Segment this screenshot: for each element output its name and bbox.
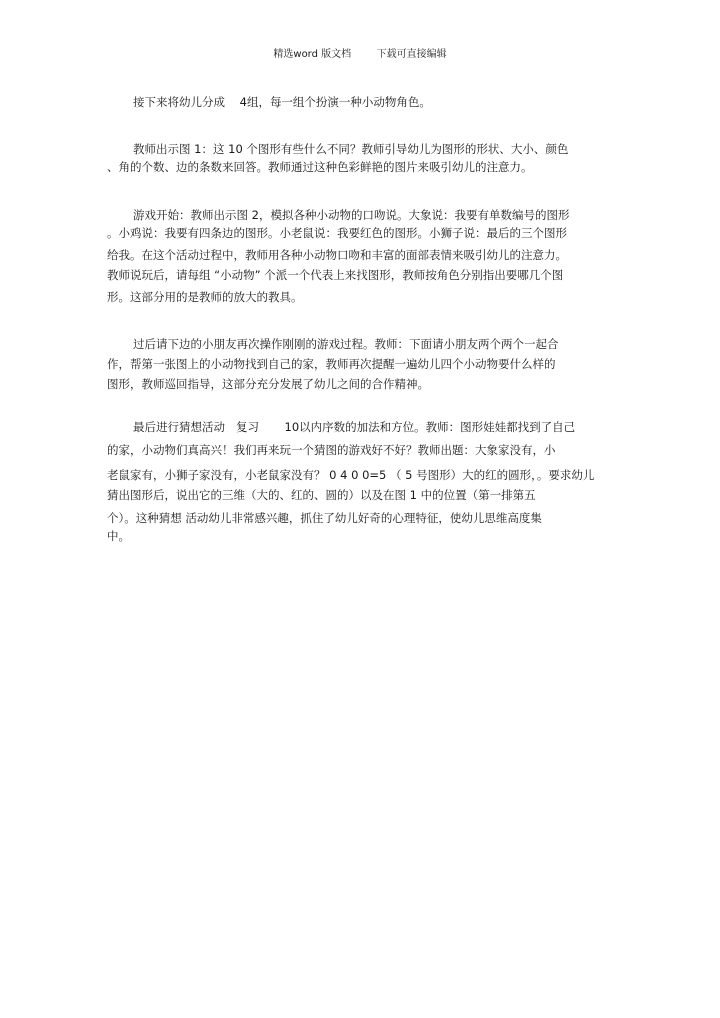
paragraph-1-line-1: 接下来将幼儿分成 4组，每一组个扮演一种小动物角色。 [133,95,431,109]
paragraph-2-line-2: 、角的个数、边的条数来回答。教师通过这种色彩鲜艳的图片来吸引幼儿的注意力。 [107,160,533,174]
paragraph-5-line-5: 个）。这种猜想 活动幼儿非常感兴趣，抓住了幼儿好奇的心理特征，使幼儿思维高度集 [107,511,542,525]
paragraph-5-line-6: 中。 [107,529,130,543]
paragraph-4-line-3: 图形，教师巡回指导，这部分充分发展了幼儿之间的合作精神。 [107,377,429,391]
paragraph-2-line-1: 教师出示图 1：这 10 个图形有些什么不同？教师引导幼儿为图形的形状、大小、颜色 [133,142,569,156]
paragraph-4-line-2: 作，帮第一张图上的小动物找到自己的家，教师再次提醒一遍幼儿四个小动物要什么样的 [107,357,556,371]
paragraph-5-line-4: 猜出图形后，说出它的三维（大的、红的、圆的）以及在图 1 中的位置（第一排第五 [107,488,536,502]
paragraph-3-line-4: 教师说玩后，请每组 “小动物” 个派一个代表上来找图形，教师按角色分别指出要哪几个图 [107,268,564,282]
paragraph-3-line-1: 游戏开始：教师出示图 2，模拟各种小动物的口吻说。大象说：我要有单数编号的图形 [133,208,570,222]
paragraph-5-line-1: 最后进行猜想活动 复习 10以内序数的加法和方位。教师：图形娃娃都找到了自己 [133,420,576,434]
paragraph-3-line-3: 给我。在这个活动过程中，教师用各种小动物口吻和丰富的面部表情来吸引幼儿的注意力。 [107,248,567,262]
paragraph-5-line-2: 的家，小动物们真高兴！我们再来玩一个猜图的游戏好不好？教师出题：大象家没有，小 [107,443,556,457]
paragraph-4-line-1: 过后请下边的小朋友再次操作刚刚的游戏过程。教师：下面请小朋友两个两个一起合 [133,337,559,351]
page-header: 精选word 版文档 下载可直接编辑 [273,49,447,60]
paragraph-3-line-2: 。小鸡说：我要有四条边的图形。小老鼠说：我要红色的图形。小狮子说：最后的三个图形 [107,226,567,240]
paragraph-3-line-5: 形。这部分用的是教师的放大的教具。 [107,290,303,304]
paragraph-5-line-3: 老鼠家有，小狮子家没有，小老鼠家没有？ 0 4 0 0=5 （ 5 号图形）大的红的圆形，。要求幼儿 [107,468,595,482]
